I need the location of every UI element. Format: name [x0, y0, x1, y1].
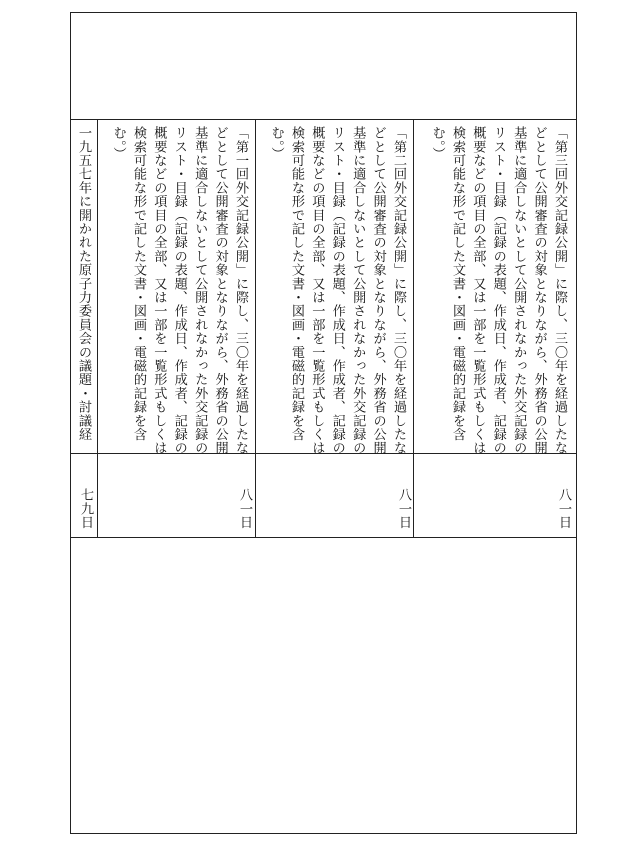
record-row-1-date: 八一日	[556, 488, 571, 530]
record-row-4-body	[73, 126, 93, 452]
date-bottom-divider	[70, 537, 577, 538]
row-divider-2	[255, 119, 256, 537]
record-row-4	[72, 126, 96, 452]
record-line: 「第一回外交記録公開」に際し、三〇年を経過したな	[233, 126, 248, 455]
record-row-1-body	[426, 126, 569, 455]
record-line: む。）	[268, 126, 284, 161]
record-line: 「第二回外交記録公開」に際し、三〇年を経過したな	[391, 126, 406, 455]
record-line: 基準に適合しないとして公開されなかった外交記録の	[511, 126, 527, 455]
record-line: 検索可能な形で記した文書・図画・電磁的記録を含	[288, 126, 304, 442]
record-line: 検索可能な形で記した文書・図画・電磁的記録を含	[130, 126, 146, 442]
record-line: 概要などの項目の全部、又は一部を一覧形式もしくは	[470, 126, 486, 455]
record-line: どとして公開審査の対象となりながら、外務省の公開	[370, 126, 386, 455]
record-line: 検索可能な形で記した文書・図画・電磁的記録を含	[449, 126, 465, 442]
record-line: 概要などの項目の全部、又は一部を一覧形式もしくは	[309, 126, 325, 455]
record-row-3-body	[107, 126, 250, 455]
record-line: どとして公開審査の対象となりながら、外務省の公開	[531, 126, 547, 455]
record-row-2	[257, 126, 412, 455]
record-line: 概要などの項目の全部、又は一部を一覧形式もしくは	[151, 126, 167, 455]
row-divider-1	[413, 119, 414, 537]
record-row-1	[415, 126, 575, 455]
record-row-4-date: 七九日	[78, 488, 93, 530]
record-row-3-date: 八一日	[237, 488, 252, 530]
record-line: リスト・目録（記録の表題、作成日、作成者、記録の	[171, 126, 187, 455]
record-line: 基準に適合しないとして公開されなかった外交記録の	[350, 126, 366, 455]
record-row-2-date: 八一日	[396, 488, 411, 530]
header-divider	[70, 119, 577, 120]
record-line: リスト・目録（記録の表題、作成日、作成者、記録の	[329, 126, 345, 455]
record-line: 基準に適合しないとして公開されなかった外交記録の	[192, 126, 208, 455]
row-divider-3	[97, 119, 98, 537]
record-line: む。）	[429, 126, 445, 161]
record-row-3	[99, 126, 254, 455]
record-line: 一九五七年に開かれた原子力委員会の議題・討議経	[76, 126, 91, 442]
record-line: どとして公開審査の対象となりながら、外務省の公開	[212, 126, 228, 455]
record-line: 「第三回外交記録公開」に際し、三〇年を経過したな	[552, 126, 567, 455]
record-line: リスト・目録（記録の表題、作成日、作成者、記録の	[490, 126, 506, 455]
record-row-2-body	[265, 126, 408, 455]
record-line: む。）	[110, 126, 126, 161]
